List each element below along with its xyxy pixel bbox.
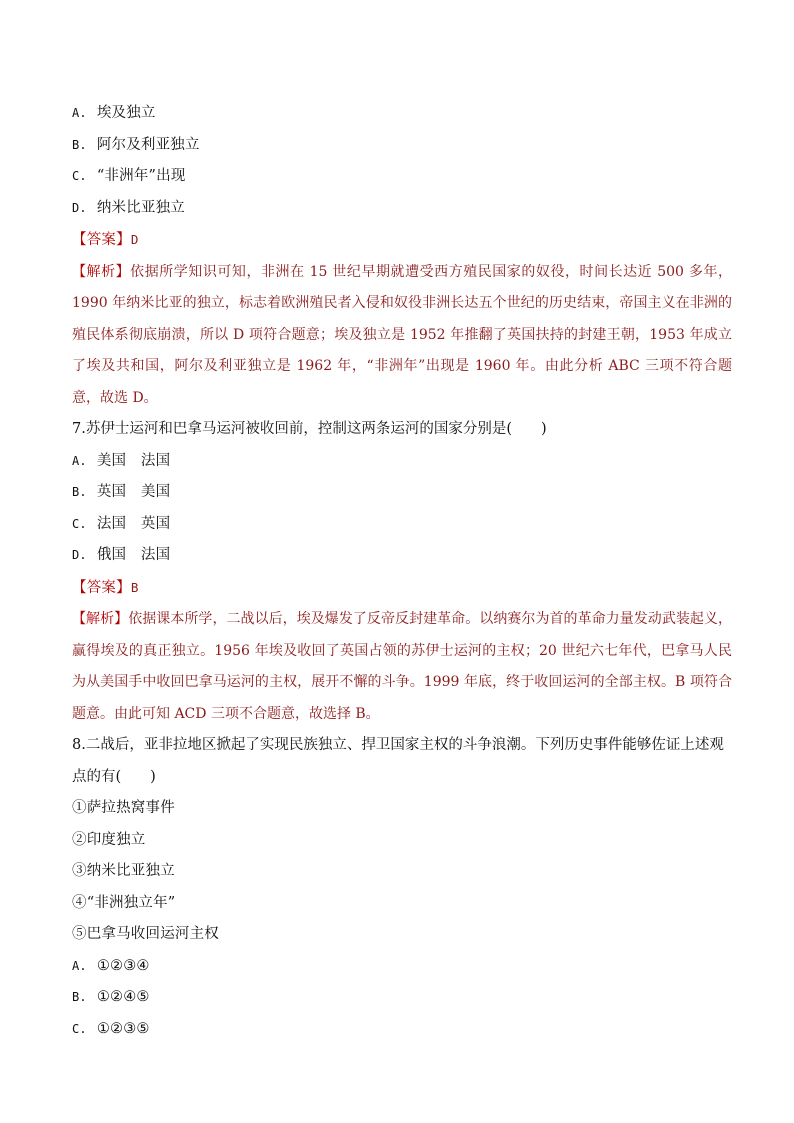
q7-option-a: A. 美国 法国 [72, 452, 171, 469]
q8-option-c: C. ①②③⑤ [72, 1020, 150, 1037]
q6-option-c: C. “非洲年”出现 [72, 168, 186, 184]
q6-option-b: B. 阿尔及利亚独立 [72, 136, 200, 153]
q6-option-a: A. 埃及独立 [72, 105, 156, 121]
q6-option-d: D. 纳米比亚独立 [72, 199, 186, 216]
q8-option-b: B. ①②④⑤ [72, 989, 150, 1005]
q8-stem: 8.二战后，亚非拉地区掀起了实现民族独立、捍卫国家主权的斗争浪潮。下列历史事件能够佐证上述观点的有( ) [72, 737, 724, 785]
q7-option-c: C. 法国 英国 [72, 515, 171, 532]
document-page [72, 98, 732, 1045]
q8-item-5: ⑤巴拿马收回运河主权 [72, 926, 219, 942]
q8-option-a: A. ①②③④ [72, 957, 150, 974]
q8-item-2: ②印度独立 [72, 831, 146, 848]
q8-item-4: ④“非洲独立年” [72, 894, 176, 911]
q7-stem: 7.苏伊士运河和巴拿马运河被收回前，控制这两条运河的国家分别是( ) [72, 421, 547, 437]
q8-item-3: ③纳米比亚独立 [72, 863, 175, 879]
q6-options [72, 98, 732, 224]
q8-options [72, 951, 732, 1046]
q7-answer: 【答案】B [72, 579, 139, 596]
q6-answer: 【答案】D [72, 232, 139, 248]
q8-items [72, 793, 732, 951]
q7-options [72, 446, 732, 572]
q7-analysis: 【解析】依据课本所学，二战以后，埃及爆发了反帝反封建革命。以纳赛尔为首的革命力量发动武装起义，赢得埃及的真正独立。1956 年埃及收回了英国占领的苏伊士运河的主权；20 世纪六七年代，巴拿马人民为从美国手中收回巴拿马运河的主权，展开不懈的斗争。1999 年底，终于收回运河的全部主权。B 项符合题意。由此可知 ACD 三项不合题意，故选择 B。 [72, 611, 733, 722]
q7-option-d: D. 俄国 法国 [72, 547, 171, 563]
q7-option-b: B. 英国 美国 [72, 484, 171, 500]
q8-item-1: ①萨拉热窝事件 [72, 800, 175, 816]
q6-analysis: 【解析】依据所学知识可知，非洲在 15 世纪早期就遭受西方殖民国家的奴役，时间长达近 500 多年，1990 年纳米比亚的独立，标志着欧洲殖民者入侵和奴役非洲长达五个世纪的历史结束，帝国主义在非洲的殖民体系彻底崩溃，所以 D 项符合题意；埃及独立是 1952 年推翻了英国扶持的封建王朝，1953 年成立了埃及共和国，阿尔及利亚独立是 1962 年，“非洲年”出现是 1960 年。由此分析 ABC 三项不符合题意，故选 D。 [72, 263, 732, 406]
